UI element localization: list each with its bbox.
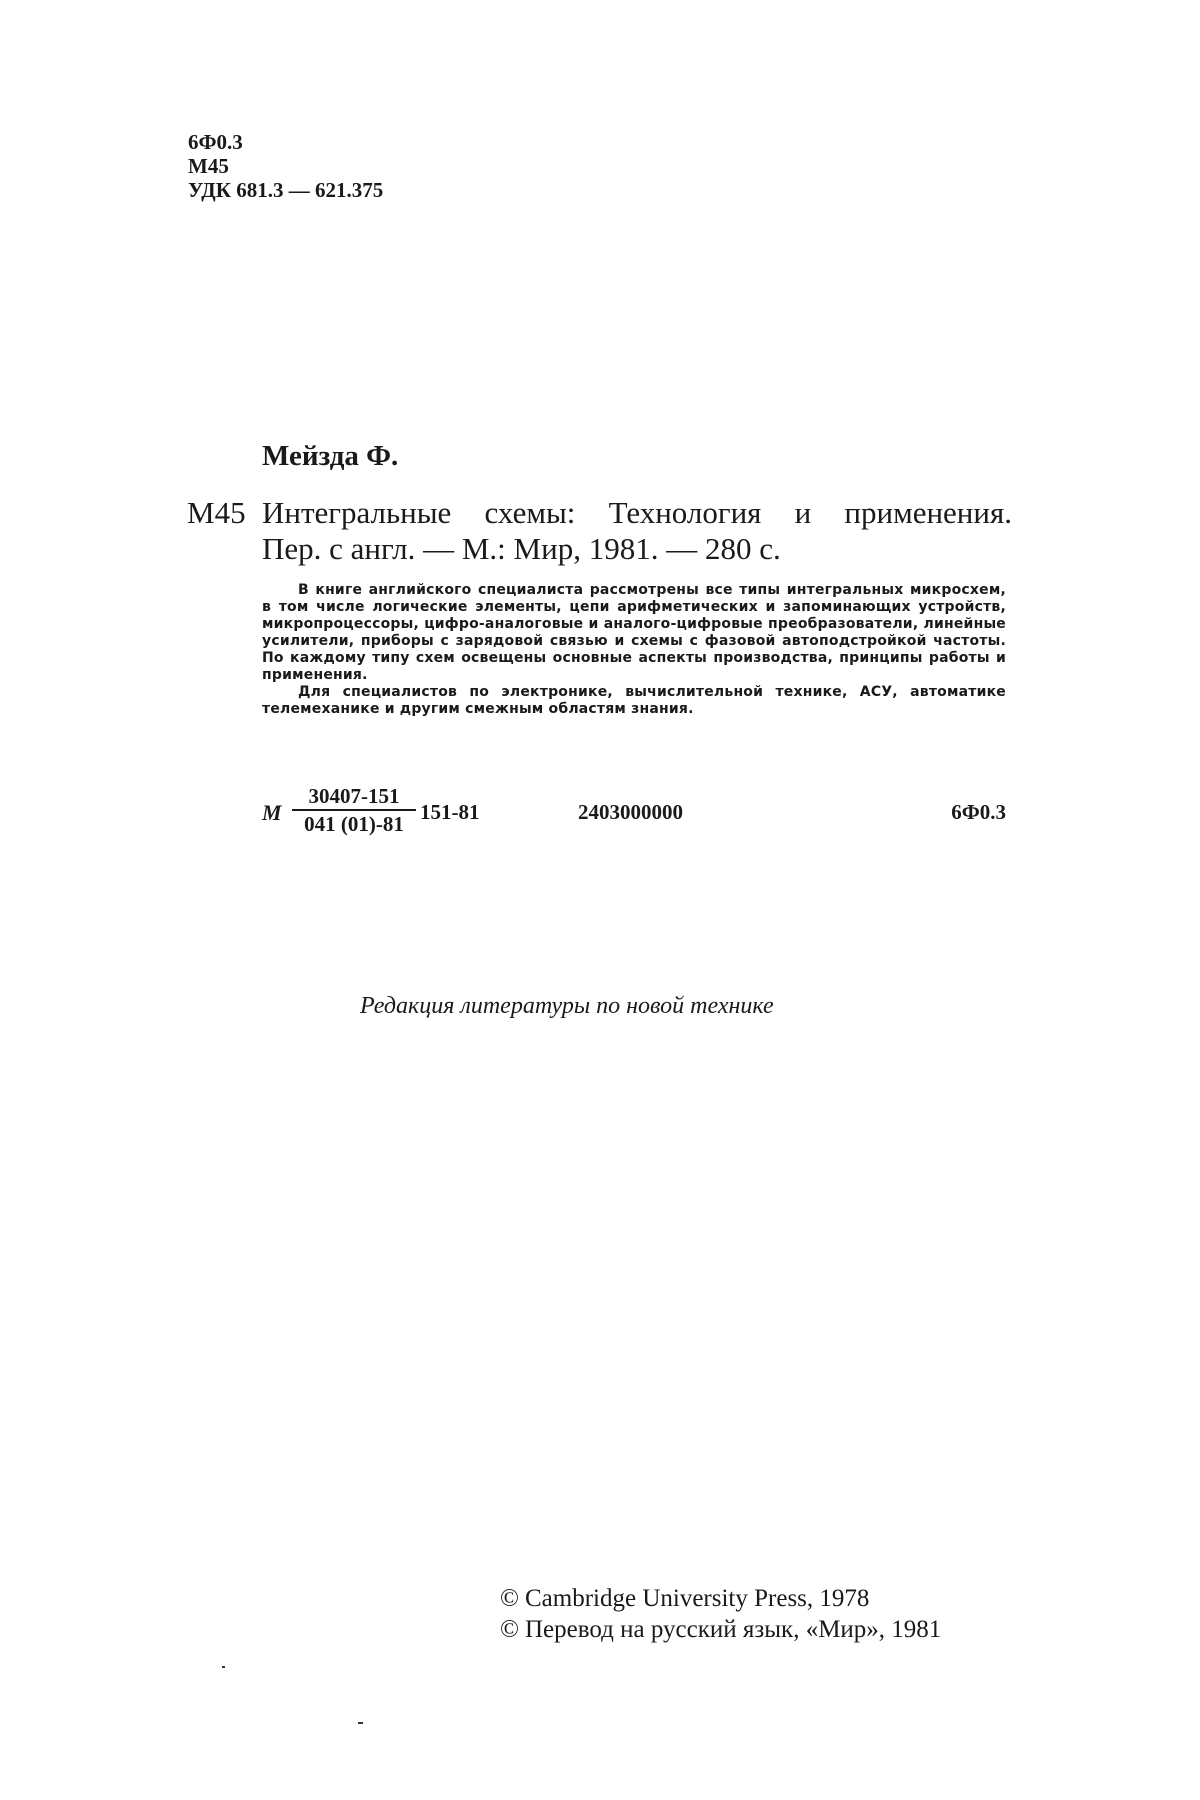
copyright-translation-text: Перевод на русский язык, «Мир», 1981 — [525, 1616, 942, 1643]
bbk-index: 6Ф0.3 — [188, 130, 243, 154]
book-title: Интегральные схемы: Технология и применения. — [262, 495, 1012, 530]
copyright-icon: © — [500, 1616, 519, 1643]
copyright-original-text: Cambridge University Press, 1978 — [525, 1585, 870, 1612]
translation-imprint: Пер. с англ. — М.: Мир, 1981. — 280 с. — [262, 531, 781, 566]
copyright-line-original — [500, 1583, 941, 1614]
catalogue-letter: М — [262, 800, 282, 825]
editorial-office: Редакция литературы по новой технике — [360, 993, 774, 1019]
annotation-paragraph: Для специалистов по электронике, вычислительной технике, АСУ, автоматике телемеханике и другим смежным областям знания. — [262, 684, 1006, 717]
scan-speck — [358, 1722, 363, 1724]
catalogue-number: 2403000000 — [578, 800, 683, 824]
title-author-mark: М45 — [187, 495, 246, 530]
copyright-line-translation — [500, 1614, 941, 1645]
scan-speck — [222, 1666, 225, 1668]
udc-index: УДК 681.3 — 621.375 — [188, 178, 384, 202]
annotation-paragraph: В книге английского специалиста рассмотрены все типы интегральных микросхем, в том числе логические элементы, цепи арифметических и запоминающих устройств, микропроцессоры, цифро-аналоговые и аналого-цифровые преобразователи, линейные усилители, приборы с зарядовой связью и схемы с фазовой автоподстройкой частоты. По каждому типу схем освещены основные аспекты производства, принципы работы и применения. — [262, 582, 1006, 683]
catalogue-class: 6Ф0.3 — [951, 800, 1006, 824]
classification-block — [188, 130, 383, 202]
copyright-icon: © — [500, 1585, 519, 1612]
author-name: Мейзда Ф. — [262, 440, 399, 472]
catalogue-suffix: 151-81 — [420, 800, 480, 824]
catalogue-denominator: 041 (01)-81 — [304, 812, 404, 836]
catalogue-numerator: 30407-151 — [308, 784, 400, 808]
copyright-block — [500, 1583, 941, 1645]
annotation — [262, 582, 1006, 718]
fraction-bar — [292, 809, 416, 811]
catalogue-fraction — [292, 784, 416, 835]
author-mark: М45 — [188, 154, 229, 178]
